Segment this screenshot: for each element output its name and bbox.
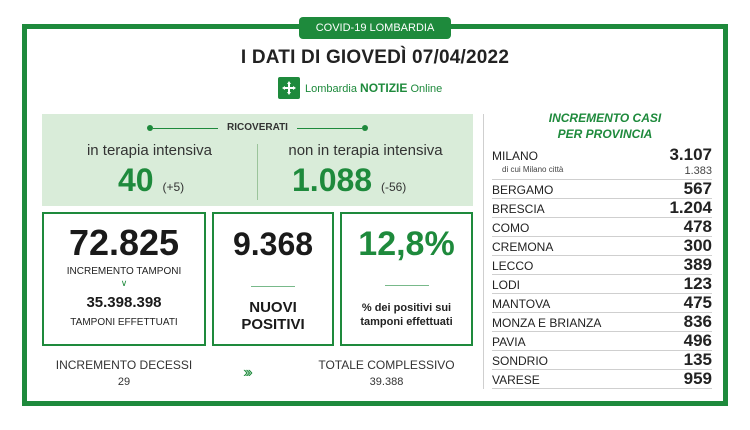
decessi-label: INCREMENTO DECESSI [55,358,193,372]
positivi-box [212,212,334,346]
province-value: 496 [683,331,712,350]
tamponi-total: 35.398.398 [86,294,162,311]
tamponi-value: 72.825 [68,222,180,263]
province-row [492,351,712,370]
intensiva-label: in terapia intensiva [86,142,213,159]
dot-right [362,125,368,131]
province-name: LECCO [492,259,534,273]
province-value: 475 [683,293,712,312]
positivi-value: 9.368 [232,226,314,262]
province-value: 1.204 [669,198,712,217]
non-intensiva-label: non in terapia intensiva [288,142,443,159]
province-value: 836 [683,312,712,331]
chevron-down-icon: ∨ [120,278,128,288]
milano-city-value: 1.383 [684,164,712,177]
intensiva-delta: (+5) [162,180,185,194]
decessi-value: 29 [117,376,131,388]
province-name: MONZA E BRIANZA [492,316,602,330]
percentuale-value: 12,8% [358,225,455,263]
non-intensiva-value: 1.088 (-56) [292,162,407,198]
milano-city [492,165,712,177]
province-value: 123 [683,274,712,293]
ricoverati-panel [42,114,473,206]
milano-city-label: di cui Milano città [502,164,564,174]
province-value: 389 [683,255,712,274]
percentuale-box [340,212,473,346]
province-row-milano [492,146,712,180]
province-row [492,332,712,351]
province-name: SONDRIO [492,354,549,368]
province-row [492,180,712,199]
percentuale-label-1: % dei positivi sui [361,302,452,314]
page-title: I DATI DI GIOVEDÌ 07/04/2022 [240,47,510,68]
province-row [492,256,712,275]
province-name: BRESCIA [492,202,545,216]
ricoverati-title: RICOVERATI [227,122,288,133]
intensiva-value: 40 (+5) [118,162,185,198]
region-tag: COVID-19 LOMBARDIA [299,17,451,39]
province-row [492,370,712,389]
province-name: CREMONA [492,240,554,254]
province-row [492,199,712,218]
province-value: 135 [683,350,712,369]
column-separator [483,114,484,389]
province-row [492,275,712,294]
positivi-label-2: POSITIVI [241,316,305,333]
province-list [492,146,712,389]
positivi-label-1: NUOVI [249,299,297,316]
brand [278,77,442,99]
province-title: INCREMENTO CASI PER PROVINCIA [548,111,662,141]
province-row [492,218,712,237]
province-name: MILANO [492,149,539,163]
province-value: 567 [683,179,712,198]
province-value: 478 [683,217,712,236]
province-name: PAVIA [492,335,526,349]
totale [300,358,473,388]
brand-name: Lombardia NOTIZIE Online [305,81,443,95]
province-value: 300 [683,236,712,255]
province-value: 3.107 [669,145,712,164]
province-row [492,313,712,332]
non-intensiva-delta: (-56) [380,180,407,194]
province-value: 959 [683,369,712,388]
province-row [492,294,712,313]
decessi [42,358,206,388]
positivi-divider [251,286,295,287]
province-name: MANTOVA [492,297,551,311]
percentuale-label-2: tamponi effettuati [360,316,453,328]
tamponi-label: INCREMENTO TAMPONI [66,266,182,277]
divider-line-right [297,128,362,129]
province-name: LODI [492,278,521,292]
cross-arrows-icon [278,77,300,99]
totale-label: TOTALE COMPLESSIVO [318,358,455,372]
tamponi-total-label: TAMPONI EFFETTUATI [70,317,178,328]
province-name: COMO [492,221,530,235]
totale-value: 39.388 [369,376,404,388]
province-name: BERGAMO [492,183,554,197]
percentuale-divider [385,285,429,286]
province-row [492,237,712,256]
province-name: VARESE [492,373,540,387]
chevron-right-icon: ››› [243,364,250,381]
tamponi-box [42,212,206,346]
